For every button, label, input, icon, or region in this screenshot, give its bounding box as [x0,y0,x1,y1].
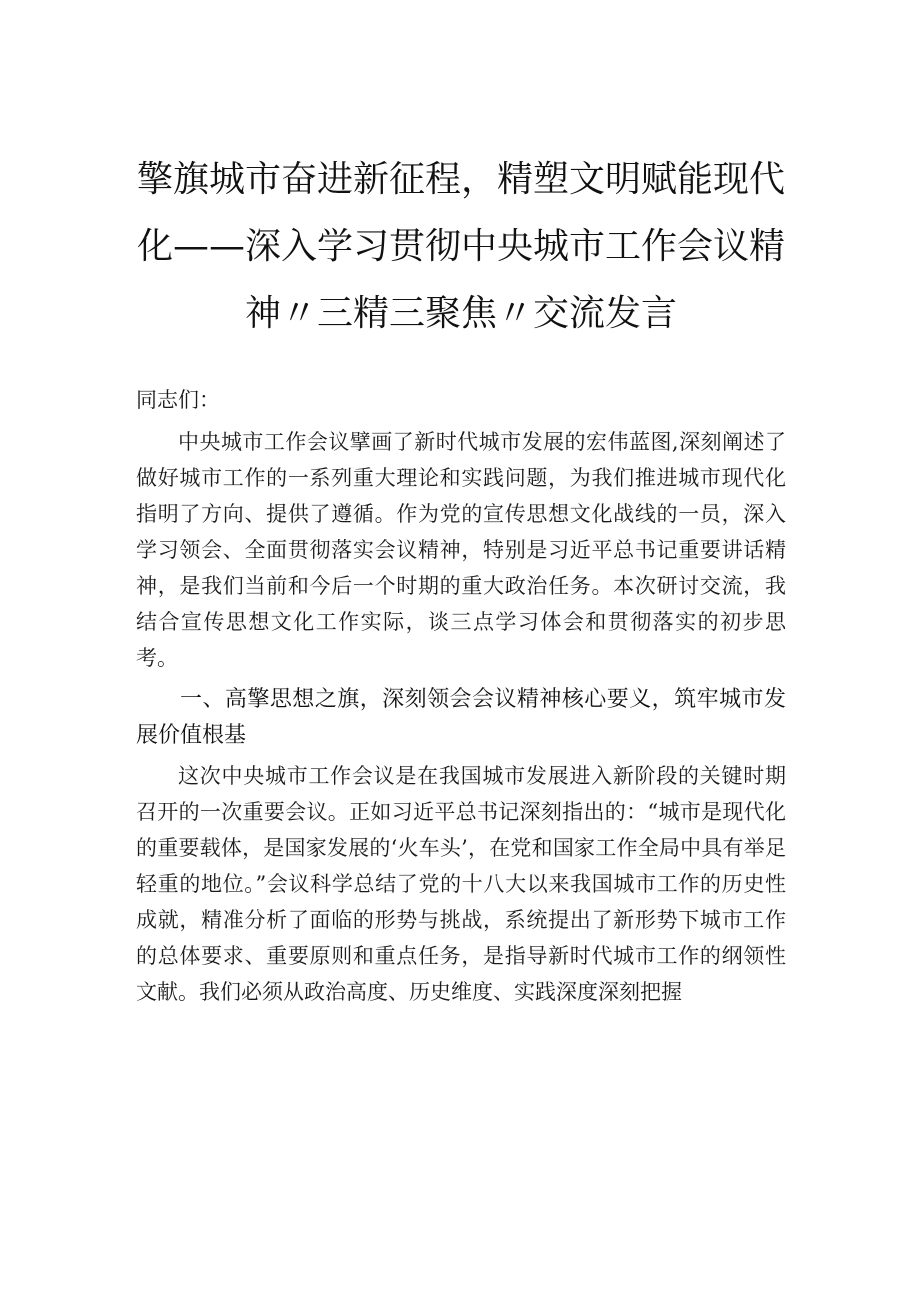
document-title: 擎旗城市奋进新征程，精塑文明赋能现代化——深入学习贯彻中央城市工作会议精神〃三精三聚焦〃交流发言 [136,159,785,334]
intro-paragraph: 中央城市工作会议擘画了新时代城市发展的宏伟蓝图,深刻阐述了做好城市工作的一系列重大理论和实践问题，为我们推进城市现代化指明了方向、提供了遵循。作为党的宣传思想文化战线的一员，深入学习领会、全面贯彻落实会议精神，特别是习近平总书记重要讲话精神，是我们当前和今后一个时期的重大政治任务。本次研讨交流，我结合宣传思想文化工作实际，谈三点学习体会和贯彻落实的初步思考。 [136,430,786,670]
section-heading: 一、高擎思想之旗，深刻领会会议精神核心要义，筑牢城市发展价值根基 [136,687,786,748]
section-paragraph: 这次中央城市工作会议是在我国城市发展进入新阶段的关键时期召开的一次重要会议。正如习近平总书记深刻指出的：“城市是现代化的重要载体，是国家发展的‘火车头’，在党和国家工作全局中具有举足轻重的地位。”会议科学总结了党的十八大以来我国城市工作的历史性成就，精准分析了面临的形势与挑战，系统提出了新形势下城市工作的总体要求、重要原则和重点任务，是指导新时代城市工作的纲领性文献。我们必须从政治高度、历史维度、实践深度深刻把握 [136,764,786,1004]
salutation: 同志们： [136,388,220,412]
document-body [136,382,786,1010]
